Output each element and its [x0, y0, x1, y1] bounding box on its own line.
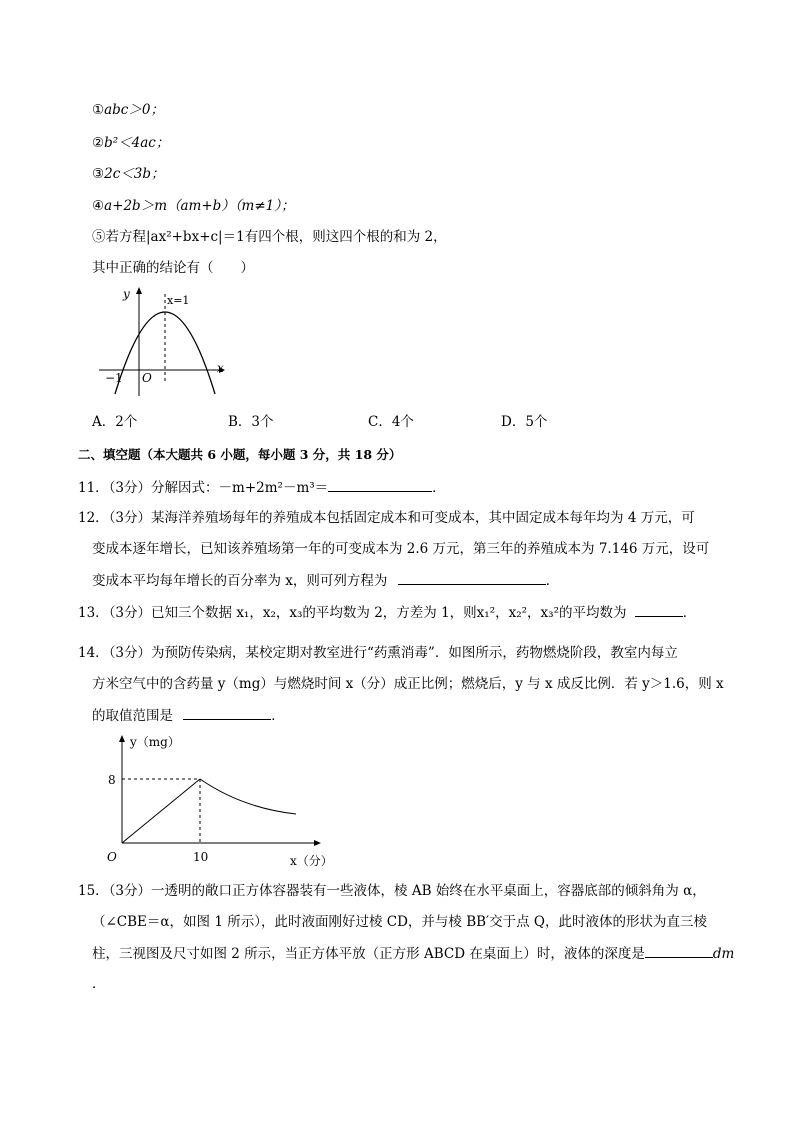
- q12-line3: 变成本平均每年增长的百分率为 x，则可列方程为 ．: [92, 573, 560, 589]
- q15-line2: （∠CBE＝α，如图 1 所示），此时液面刚好过棱 CD，并与棱 BB′交于点 Q，此时液体的形状为直三棱: [92, 914, 707, 930]
- q14-decay-curve: [200, 779, 296, 814]
- q10-x-label: x: [217, 361, 224, 375]
- q10-choices: [92, 414, 592, 430]
- q13: 13．（3分）已知三个数据 x₁，x₂，x₃的平均数为 2，方差为 1，则x₁²，x₂²，x₃²的平均数为 ．: [78, 605, 697, 621]
- q14-x-arrow: [314, 840, 321, 846]
- q14-rise-line: [122, 779, 200, 843]
- q10-item-1: ①abc＞0；: [92, 102, 164, 118]
- q15-end: ．: [92, 976, 106, 992]
- q12-line2: 变成本逐年增长，已知该养殖场第一年的可变成本为 2.6 万元，第三年的养殖成本为 7.146 万元，设可: [92, 541, 710, 557]
- choice-c[interactable]: C．4个: [368, 414, 414, 430]
- q10-item-3: ③2c＜3b；: [92, 166, 165, 182]
- q10-neg-one: −1: [105, 371, 123, 385]
- q13-answer-blank[interactable]: [635, 604, 683, 617]
- q15-line1: 15．（3分）一透明的敞口正方体容器装有一些液体，棱 AB 始终在水平桌面上，容器底部的倾斜角为 α，: [78, 883, 706, 899]
- q10-y-arrow: [136, 287, 142, 294]
- q10-item-4: ④a+2b＞m（am+b）（m≠1）；: [92, 198, 295, 214]
- q10-item-2: ②b²＜4ac；: [92, 135, 170, 151]
- q14-y-arrow: [119, 735, 125, 742]
- q14-line2: 方米空气中的含药量 y（mg）与燃烧时间 x（分）成正比例；燃烧后，y 与 x 成反比例．若 y＞1.6，则 x: [92, 676, 724, 692]
- choice-a[interactable]: A．2个: [92, 414, 138, 430]
- q14-x-label: x（分）: [290, 854, 333, 868]
- q10-y-label: y: [123, 287, 130, 301]
- q15-line3: 柱，三视图及尺寸如图 2 所示，当正方体平放（正方形 ABCD 在桌面上）时，液体的深度是 dm: [92, 946, 735, 962]
- q12-line1: 12．（3分）某海洋养殖场每年的养殖成本包括固定成本和可变成本，其中固定成本每年均为 4 万元，可: [78, 510, 695, 526]
- q14-x-tick: 10: [193, 850, 209, 864]
- q14-y-label: y（mg）: [130, 735, 180, 749]
- q11: 11．（3分）分解因式：－m+2m²－m³＝ ．: [78, 480, 446, 496]
- q10-item-5: ⑤若方程|ax²+bx+c|＝1有四个根，则这四个根的和为 2，: [92, 229, 447, 245]
- q11-answer-blank[interactable]: [328, 479, 432, 492]
- q14-line1: 14．（3分）为预防传染病，某校定期对教室进行“药熏消毒”．如图所示，药物燃烧阶段，教室内每立: [78, 645, 678, 661]
- q10-prompt: 其中正确的结论有（ ）: [92, 260, 254, 276]
- choice-d[interactable]: D．5个: [501, 414, 548, 430]
- q14-answer-blank[interactable]: [183, 707, 271, 720]
- section-heading: 二、填空题（本大题共 6 小题，每小题 3 分，共 18 分）: [78, 447, 402, 462]
- q12-answer-blank[interactable]: [398, 572, 546, 585]
- q14-y-tick: 8: [108, 773, 116, 787]
- q10-parabola-graph: [95, 282, 235, 402]
- q10-origin: O: [142, 371, 152, 385]
- q10-sym-label: x=1: [167, 294, 190, 307]
- choice-b[interactable]: B．3个: [228, 414, 274, 430]
- q14-origin: O: [107, 850, 117, 864]
- q15-answer-blank[interactable]: [645, 945, 713, 958]
- q14-line3: 的取值范围是 ．: [92, 708, 285, 724]
- q14-dose-graph: [100, 730, 340, 870]
